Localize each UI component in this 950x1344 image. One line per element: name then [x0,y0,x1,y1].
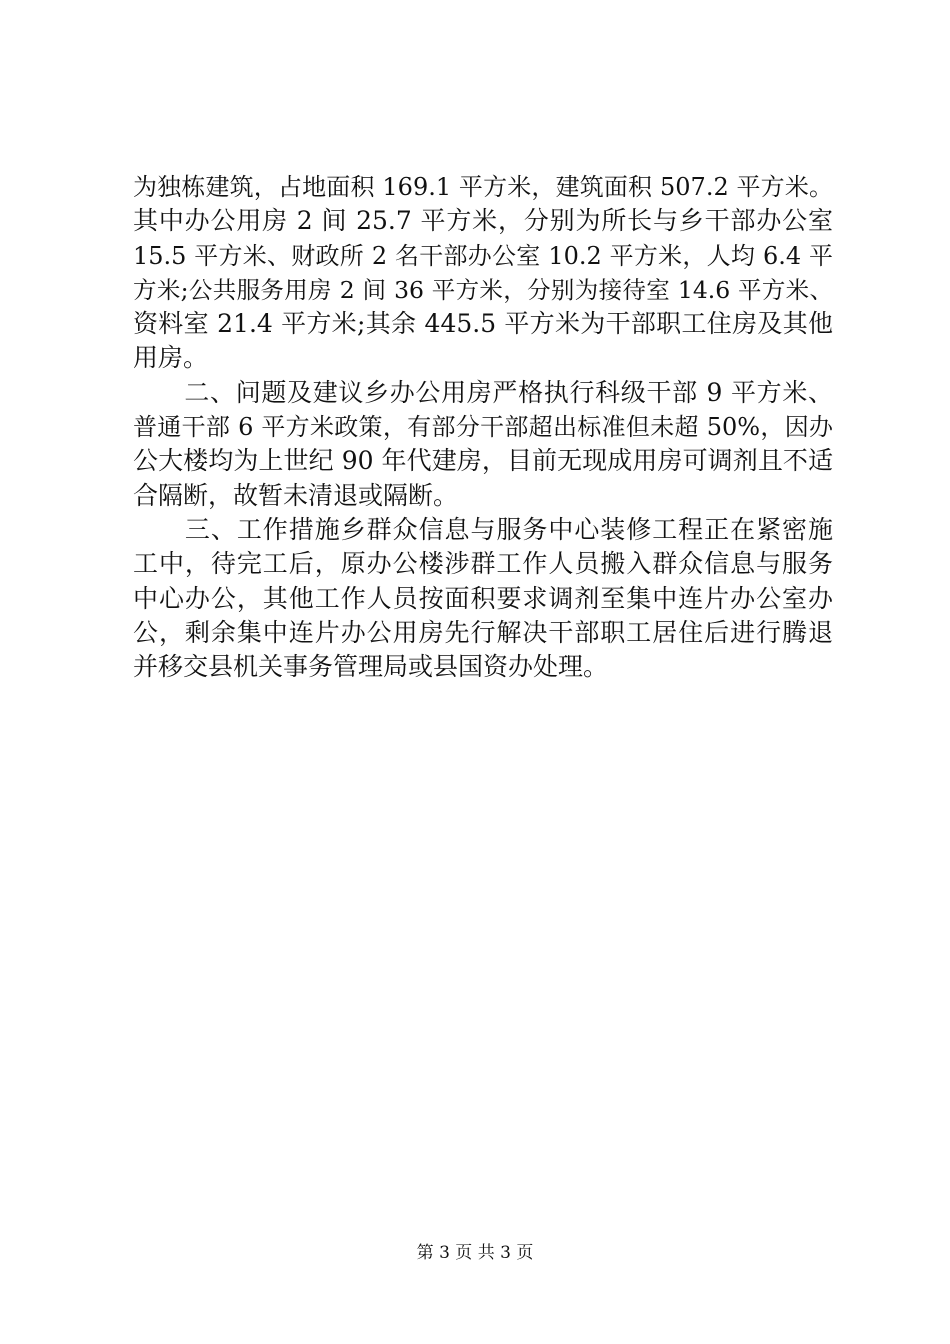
text-line: 工中，待完工后，原办公楼涉群工作人员搬入群众信息与服务 [133,549,833,579]
text-line: 其中办公用房 2 间 25.7 平方米，分别为所长与乡干部办公室 [133,206,833,236]
text-line: 公，剩余集中连片办公用房先行解决干部职工居住后进行腾退 [133,617,833,647]
text-line: 方米;公共服务用房 2 间 36 平方米，分别为接待室 14.6 平方米、 [133,275,833,304]
paragraph-work-measures [133,513,833,684]
text-line: 用房。 [133,343,209,373]
text-line: 二、问题及建议乡办公用房严格执行科级干部 9 平方米、 [133,377,833,407]
paragraph-problems-suggestions [133,376,833,513]
text-line: 公大楼均为上世纪 90 年代建房，目前无现成用房可调剂且不适 [133,446,833,476]
text-line: 并移交县机关事务管理局或县国资办处理。 [133,652,609,682]
text-line: 中心办公，其他工作人员按面积要求调剂至集中连片办公室办 [133,583,833,613]
text-line: 合隔断，故暂未清退或隔断。 [133,480,459,510]
text-line: 为独栋建筑，占地面积 169.1 平方米，建筑面积 507.2 平方米。 [133,173,833,201]
text-line: 普通干部 6 平方米政策，有部分干部超出标准但未超 50%，因办 [133,413,833,442]
page-number-footer: 第 3 页 共 3 页 [416,1243,534,1263]
text-line: 资料室 21.4 平方米;其余 445.5 平方米为干部职工住房及其他 [133,309,833,339]
paragraph-building-area [133,170,833,376]
text-line: 三、工作措施乡群众信息与服务中心装修工程正在紧密施 [133,514,833,544]
text-line: 15.5 平方米、财政所 2 名干部办公室 10.2 平方米，人均 6.4 平 [133,241,833,270]
document-body [133,170,833,684]
